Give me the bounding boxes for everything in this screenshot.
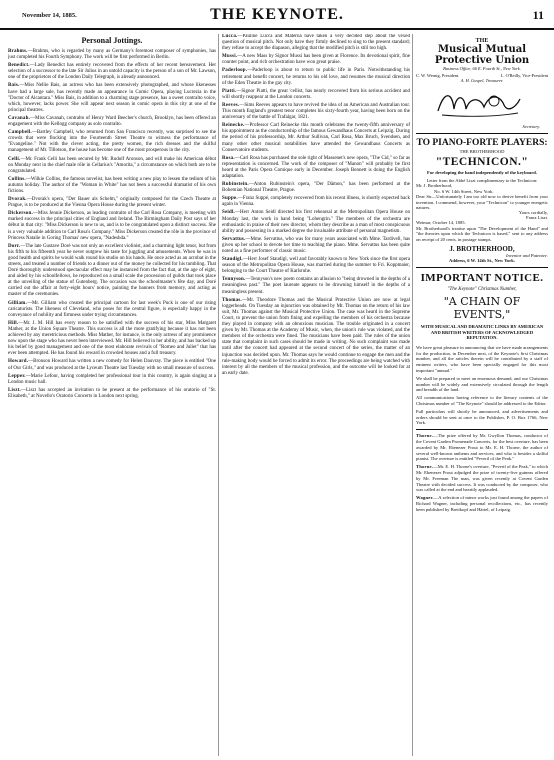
jotting-item (222, 89, 410, 101)
notice-paragraph: All communications having reference to the literary contents of the Christmas number of "The Keynote" should be addressed to the Editor. (416, 395, 548, 407)
jottings-list-continued (222, 34, 410, 377)
jotting-lead: Mussi. (222, 54, 238, 60)
jotting-lead: Cavanah. (8, 115, 31, 121)
jotting-item (8, 211, 216, 241)
jotting-text: —Miss Nellie Bais, an actress who has been extensively photographed, and whose likenesses have had a large sale, has recently made an appearance in Comic Opera, playing Lucrezia in the "Doctor of Alcantara." Miss Bais, in addition to a charming stage presence, has a sweet contralto voice, which, however, lacks power. She will appear next season in comic opera in this city at one of the principal theatres. (8, 83, 216, 113)
notice-feature-title: "A CHAIN OF EVENTS," (443, 295, 521, 322)
jotting-lead: Benedict. (8, 63, 30, 69)
jotting-text: —Paderloop is about to return to public life in Paris. Notwithstanding his retirement and benefit concert, he returns to his old love, and resumes the musical direction of the Eden Theatre in the gay city. (222, 68, 410, 86)
jotting-lead: Tennyson. (222, 277, 246, 283)
jotting-lead: Celli. (8, 156, 21, 162)
jotting-item (222, 156, 410, 180)
jotting-lead: Hill. (8, 320, 19, 326)
jotting-item (222, 103, 410, 121)
officer-president: C. W. Wernig, President. (416, 73, 460, 78)
notice-caps-line: WITH MUSICAL AND DRAMATIC LINKS BY AMERICAN AND BRITISH WRITERS OF ACKNOWLEDGED REPUTATION. (420, 324, 544, 341)
notice-extra-jottings (416, 433, 548, 512)
jotting-item (416, 433, 548, 462)
letter-recipient-address: No. 6 W. 14th Street, New York. (434, 188, 494, 194)
page-header (0, 0, 554, 30)
jotting-text: —Lady Benedict has entirely recovered from the effects of her recent bereavement. Her selection of a successor to the late Sir Julius in an untold capacity is the person of a son of Mr. Lawson, one of the proprietors of the London Daily Telegraph, is already announced. (8, 63, 216, 81)
column-jottings-continued (222, 34, 413, 756)
product-tagline: For developing the hand independently of the keyboard. (427, 170, 537, 175)
jotting-item (8, 63, 216, 81)
issue-date: November 14, 1885. (22, 12, 77, 19)
jotting-lead: Paderloop. (222, 68, 248, 74)
jotting-item (416, 495, 548, 512)
notice-subheading: "The Keynote" Christmas Number, (447, 287, 517, 293)
jotting-text: —Mr. E. H. Thorne's overture, "Peveril of the Peak," to which Mr. Ebenezer Prout adjudged the prize of twenty-five guineas offered by Mr. Freeman The man, was given recently at Covent Garden Theatre with decided success. It was conducted by the composer, who was called at the end and heartily applauded. (416, 464, 548, 493)
letter-intro: Letter from the Abbé Liszt complimentary to the Technicon: (426, 178, 538, 183)
jotting-item (8, 130, 216, 154)
jotting-text: —Bartley Campbell, who returned from San Francisco recently, was surprised to see the crowds that were flocking into the Fourteenth Street Theatre to witness the performance of "Evangeline." Not with the clever acting, the pretty women, the rich dresses and the skilful management of Mr. Tillotson, the house has become one of the most prosperous in the city. (8, 130, 216, 154)
jottings-list (8, 49, 216, 400)
jotting-lead: Suppe. (222, 196, 238, 202)
jotting-text: —Mr. Theodore Thomas and the Musical Protective Union are now at legal loggerheads. On Tuesday an injunction was obtained by Mr. Thomas on the return of his law suit, Mr. Thomas against the Musical Protective Union. The case was heard in the Supreme Court, to prevent the union from fining and expelling the members of his orchestra because they played in company with an obnoxious musician. The trouble originated in a concert given by Mr. Thomas at the Academy of Music, when, the union's rule was violated, and the members of the orchestra were fined. The musicians have been paid. The rules of the union state that complaint in such cases should be made in writing. No such complaint was made until after the concert had appeared at the second concert of the series, the matter of an injunction was decided upon. Mr. Thomas says he would continue to engage the men and the rule-making body would be forced to admit its error. The proceedings are being watched with interest by all the members of the musical profession, and the outcome will be looked for at an early date. (222, 297, 410, 376)
jotting-item (8, 244, 216, 299)
union-office: Business Office, 66 E. Fourth St., New York. (443, 66, 521, 71)
jotting-lead: Reinecke. (222, 123, 245, 129)
jotting-text: —The late Gustave Doré was not only an excellent violinist, and a charming light tenor, but from his fifth to his fifteenth year he never outgrew his taste for juggling and amusements. When he was in good health and spirits he would walk round his studio on his hands. He once acted as an acrobat in the streets, and treated a number of friends to a dinner out of the money he collected for his tumbling. That Doré thoroughly understood spectacular effect may be instanced from the fact that, at the age of eight, and aided by his schoolfellows, he reproduced on a small scale the procession of guilds that took place at the unveiling of the statue of Gutenberg. The occasion was the schoolmaster's fête day, and Doré carried out the affair at forty-eight hours' notice, painting the banners from memory, and acting as master of the ceremonies. (8, 243, 216, 298)
ad-label: THE (475, 38, 489, 44)
section-title: Personal Jottings. (81, 36, 143, 45)
jotting-item (416, 464, 548, 493)
jotting-item (222, 68, 410, 86)
jotting-item (8, 359, 216, 371)
union-advertisement (416, 38, 548, 129)
jotting-item (8, 177, 216, 195)
jotting-text: —Herr Anton Seidl directed his first rehearsal at the Metropolitan Opera House on Monday last, the work in hand being "Lohengrin." The members of the orchestra are enthusiastic in praise of their new director, whom they describe as a man of most conspicuous ability and possessing in a marked degree the invaluable attribute of personal magnetism. (222, 210, 410, 234)
jotting-text: —Pauline Lucca and Materna have taken a very decided step about the vexed question of musical pitch. Not only have they firmly declined to sing to the present standard; they refuse to accept the diapason, alleging that the modified pitch is still too high. (222, 34, 410, 52)
jotting-text: —Mme. Servattus, who was for many years associated with Mme. Tardivell, has given up her school to devote her time to teaching the piano. Mme. Servattus has been quite noted as a fine performer of classic music. (222, 236, 410, 254)
jotting-text: —Carl Rosa has purchased the sole right of Massenet's new opera, "The Cid," so far as representation is concerned. The work of the composer of "Manon" will probably be first heard at the Paris Opera Comique early in December. Joseph Bennett is doing the English adaptation. (222, 155, 410, 179)
jotting-text: —Dvorak's opera, "Der Bauer als Schelm," originally composed for the Czech Theatre at Prague, is to be produced at the Vienna Opera House during the present winter. (8, 197, 216, 209)
jotting-text: —Brahms, who is regarded by many as Germany's foremost composer of symphonies, has just completed his Fourth Symphony. The work will be first performed in Berlin. (8, 49, 216, 61)
jotting-lead: Thorne. (416, 433, 434, 439)
letter-closing: Yours cordially, (518, 210, 548, 216)
column-personal-jottings (8, 34, 219, 756)
jotting-text: —The prize offered by Mr. Gwyllon Thomas, conductor of the Covent Garden Promenade Concerts, for the best overture, has been awarded by Mr. Ebenezer Prout to Mr. E. H. Thorne, the author of several well-known anthems and services, and who is besides a skilful pianist. The overture is entitled "Peveril of the Peak." (416, 433, 548, 462)
jotting-item (8, 374, 216, 386)
jotting-lead: Seidl. (222, 210, 236, 216)
jotting-text: —A new Mass by Signor Mussi has been given at Florence. Its devotional spirit, fine counter point, and rich orchestration have won great praise. (222, 54, 410, 66)
jotting-item (8, 157, 216, 175)
jotting-item (222, 196, 410, 208)
notice-paragraph: We have great pleasure in announcing that we have made arrangements for the production, in December next, of the Keynote's first Christmas number, and all the articles therein will be contributed by a staff of eminent writers, who have been specially engaged for this most important "annual." (416, 344, 548, 374)
jotting-item (222, 257, 410, 275)
jotting-item (8, 301, 216, 319)
jotting-lead: Dvorak. (8, 197, 27, 203)
jotting-text: —Miss Jennie Dickerson, as leading contralto of the Carl Rosa Company, is meeting with marked success in the principal cities of England and Ireland. The Birmingham Daily Post says of her début in that city: "Miss Dickerson is new to us, and is to be congratulated upon a distinct success. She is a very valuable addition to Carl Rosa's Company." Miss Dickerson created the rôle in the province of Princess Natalie in Goring Thomas' new opera, "Nadeshda." (8, 211, 216, 241)
divider (416, 133, 548, 134)
ad-headline: TO PIANO-FORTE PLAYERS: (416, 138, 548, 148)
jotting-text: —Mr. Gilliam who created the principal cartoon for last week's Puck is one of our rising caricaturists. The likeness of Cleveland, who poses for the central figure, is especially happy in the conveyance of nobility and firmness under trying circumstances. (8, 300, 216, 318)
page-number: 11 (532, 8, 544, 22)
jotting-text: —Bronson Howard has written a new comedy for Helen Dauvray. The piece is entitled "One of Our Girls," and was produced at the Lyceum Theatre last Tuesday with no small measure of success. (8, 359, 216, 371)
jotting-lead: Bais. (8, 83, 20, 89)
divider (416, 429, 548, 430)
jotting-text: —Tennyson's new poem contains an allusion to "being drowned in the depths of a meaningless past." The poet laureate appears to be drowning himself in the depths of a meaningless present. (222, 277, 410, 295)
letter-signature: Franz Liszt. (526, 215, 548, 221)
jotting-text: —Miss Cavanah, contralto of Henry Ward Beecher's church, Brooklyn, has been offered an engagement with the Kellogg company as solo contralto. (8, 115, 216, 128)
jotting-lead: Lucca. (222, 34, 238, 39)
jotting-lead: Piatti. (222, 88, 237, 94)
jotting-lead: Campbell. (8, 130, 32, 136)
jotting-lead: Lepper. (8, 373, 26, 379)
jotting-item (222, 123, 410, 153)
notice-paragraph: We shall be prepared to meet an enormous demand, and our Christmas number will be widely and extensively circulated through the length and breadth of the land. (416, 375, 548, 393)
jotting-text: —Franz Suppé, completely recovered from his recent illness, is shortly expected back again in Vienna. (222, 196, 410, 208)
officer-treasurer: A. H. Gospel, Treasurer. (460, 78, 504, 83)
jotting-text: —Mr. Frank Celli has been secured by Mr. Rudolf Aronson, and will make his American début on Monday next in the chief male rôle in Cellarius's "Amorita," a circumstance on which both are to be congratulated. (8, 156, 216, 174)
jotting-lead: Liszt. (8, 387, 22, 393)
jotting-item (8, 49, 216, 61)
pamphlet-offer: Mr. Brotherhood's treatise upon "The Development of the Hand" and "the theories upon which the Technicon is based," sent to any address on receipt of 20 cents, in postage stamps. (416, 225, 548, 242)
firm-address: Address, 6 W. 14th St., New York. (449, 258, 515, 264)
column-advertisements (416, 34, 548, 756)
jotting-text: —Signor Piatti, the great 'cellist, has nearly recovered from his serious accident and will shortly reappear at the London concerts. (222, 88, 410, 100)
masthead-title: THE KEYNOTE. (210, 6, 344, 23)
jotting-text: —Mr. J. M. Hill has every reason to be satisfied with the success of his star, Miss Margaret Mather, at the Union Square Theatre. This success is all the more gratifying because it has not been achieved by any meretricious methods. Miss Mather, for instance, is the only actress of any prominence now upon the stage who has never been interviewed. Mr. Hill believed in her ability, and has backed up his belief by good management and one of the most elaborate revivals of "Romeo and Juliet" that has ever been attempted. He has found his reward in crowded houses and a full treasury. (8, 320, 216, 357)
secretary-signature (434, 87, 524, 119)
notice-headline: IMPORTANT NOTICE. (420, 272, 544, 285)
jotting-text: —Liszt has accepted an invitation to be present at the performance of his oratorio of "St. Elisabeth," at Novello's Oratorio Concerts in London next spring. (8, 387, 216, 399)
jotting-lead: Thorne. (416, 464, 434, 470)
jotting-item (222, 237, 410, 255)
jotting-text: —Marie Lefour, having completed her professional tour in this country, is again singing at a London music hall. (8, 373, 216, 385)
notice-paragraph: Full particulars will shortly be announced, and advertisements and orders should be sent at once to the Publisher, P. O. Box 1766, New York. (416, 408, 548, 426)
jotting-lead: Gilliam. (8, 300, 27, 306)
letter-place-date: Weimar, October 14, 1885. (416, 220, 466, 226)
jotting-item (8, 116, 216, 128)
jotting-lead: Staudigl. (222, 257, 243, 263)
jotting-text: —Professor Carl Reinecke this month celebrates the twenty-fifth anniversary of his appointment as the conductorship of the famous Gewandhaus Concerts at Leipzig. During the period of his professorship, Mr. Arthur Sullivan, Carl Rosa, Max Bruch, Svendsen, and many other other musical notabilities have attended the Gewandhaus Concerts as Conservatoire students. (222, 123, 410, 153)
jotting-item (222, 54, 410, 66)
firm-name: J. BROTHERHOOD, (449, 245, 515, 254)
letter-recipient: Mr. J. Brotherhood, (416, 183, 453, 189)
jotting-item (8, 388, 216, 400)
jotting-item (222, 34, 410, 52)
jotting-lead: Rosa. (222, 155, 235, 161)
jotting-text: —Sims Reeves appears to have revived the idea of an American and Australian tour. This month England's greatest tenor completes his sixty-fourth year, having been born on the anniversary of the battle of Trafalgar, 1821. (222, 102, 410, 121)
union-name: Musical Mutual Protective Union (434, 44, 530, 66)
jotting-lead: Thomas. (222, 297, 242, 303)
jotting-text: —A selection of minor works just found among the papers of Richard Wagner, including personal recollections, etc., has recently been published by Breitkopf and Härtel, of Leipzig. (416, 495, 548, 512)
jotting-lead: Brahms. (8, 49, 28, 54)
jotting-lead: Rubinstein. (222, 182, 249, 188)
product-name: "TECHNICON." (435, 156, 529, 168)
jotting-item (8, 83, 216, 113)
jotting-item (8, 197, 216, 209)
technicon-advertisement (416, 138, 548, 263)
jotting-lead: Dickerson. (8, 211, 33, 217)
jotting-item (8, 321, 216, 358)
officer-vice-president: L. O'Reilly, Vice-President (500, 73, 548, 78)
jotting-lead: Reeves. (222, 102, 240, 108)
letter-body: Dear Sir—Unfortunately I am too old now to derive benefit from your invention. I commend, however, your "Technicon" to younger energetic natures. (416, 194, 548, 211)
jotting-text: —Anton Rubinstein's opera, "Der Dämon," has been performed at the Bohemian National Theatre, Prague. (222, 182, 410, 194)
jotting-item (222, 210, 410, 234)
jotting-lead: Wagner. (416, 495, 434, 501)
jotting-item (222, 277, 410, 295)
jotting-text: —Herr Josef Staudigl, well and favorably known to New York since the first opera season of the Metropolitan Opera House, was married during the summer to Fri. Koppmaier, belonging to the Court Theatre of Karlsruhe. (222, 257, 410, 275)
jotting-lead: Howard. (8, 359, 29, 365)
secretary-label: Secretary. (522, 124, 540, 129)
jotting-lead: Servattus. (222, 236, 246, 242)
ad-subheading: THE BROTHERHOOD (459, 149, 505, 154)
jotting-item (222, 298, 410, 377)
jotting-text: —Wilkie Collins, the famous novelist, has been writing a new play to lessen the tedium of his autumn holiday. The author of the "Woman in White" has not been a successful dramatist of his own fictions. (8, 176, 216, 194)
jotting-lead: Collins. (8, 176, 26, 182)
notice-paragraphs (416, 345, 548, 426)
jotting-item (222, 182, 410, 194)
jotting-lead: Dorr. (8, 243, 21, 249)
firm-role: Inventor and Patentee. (506, 253, 548, 259)
important-notice (416, 272, 548, 513)
divider (416, 267, 548, 268)
